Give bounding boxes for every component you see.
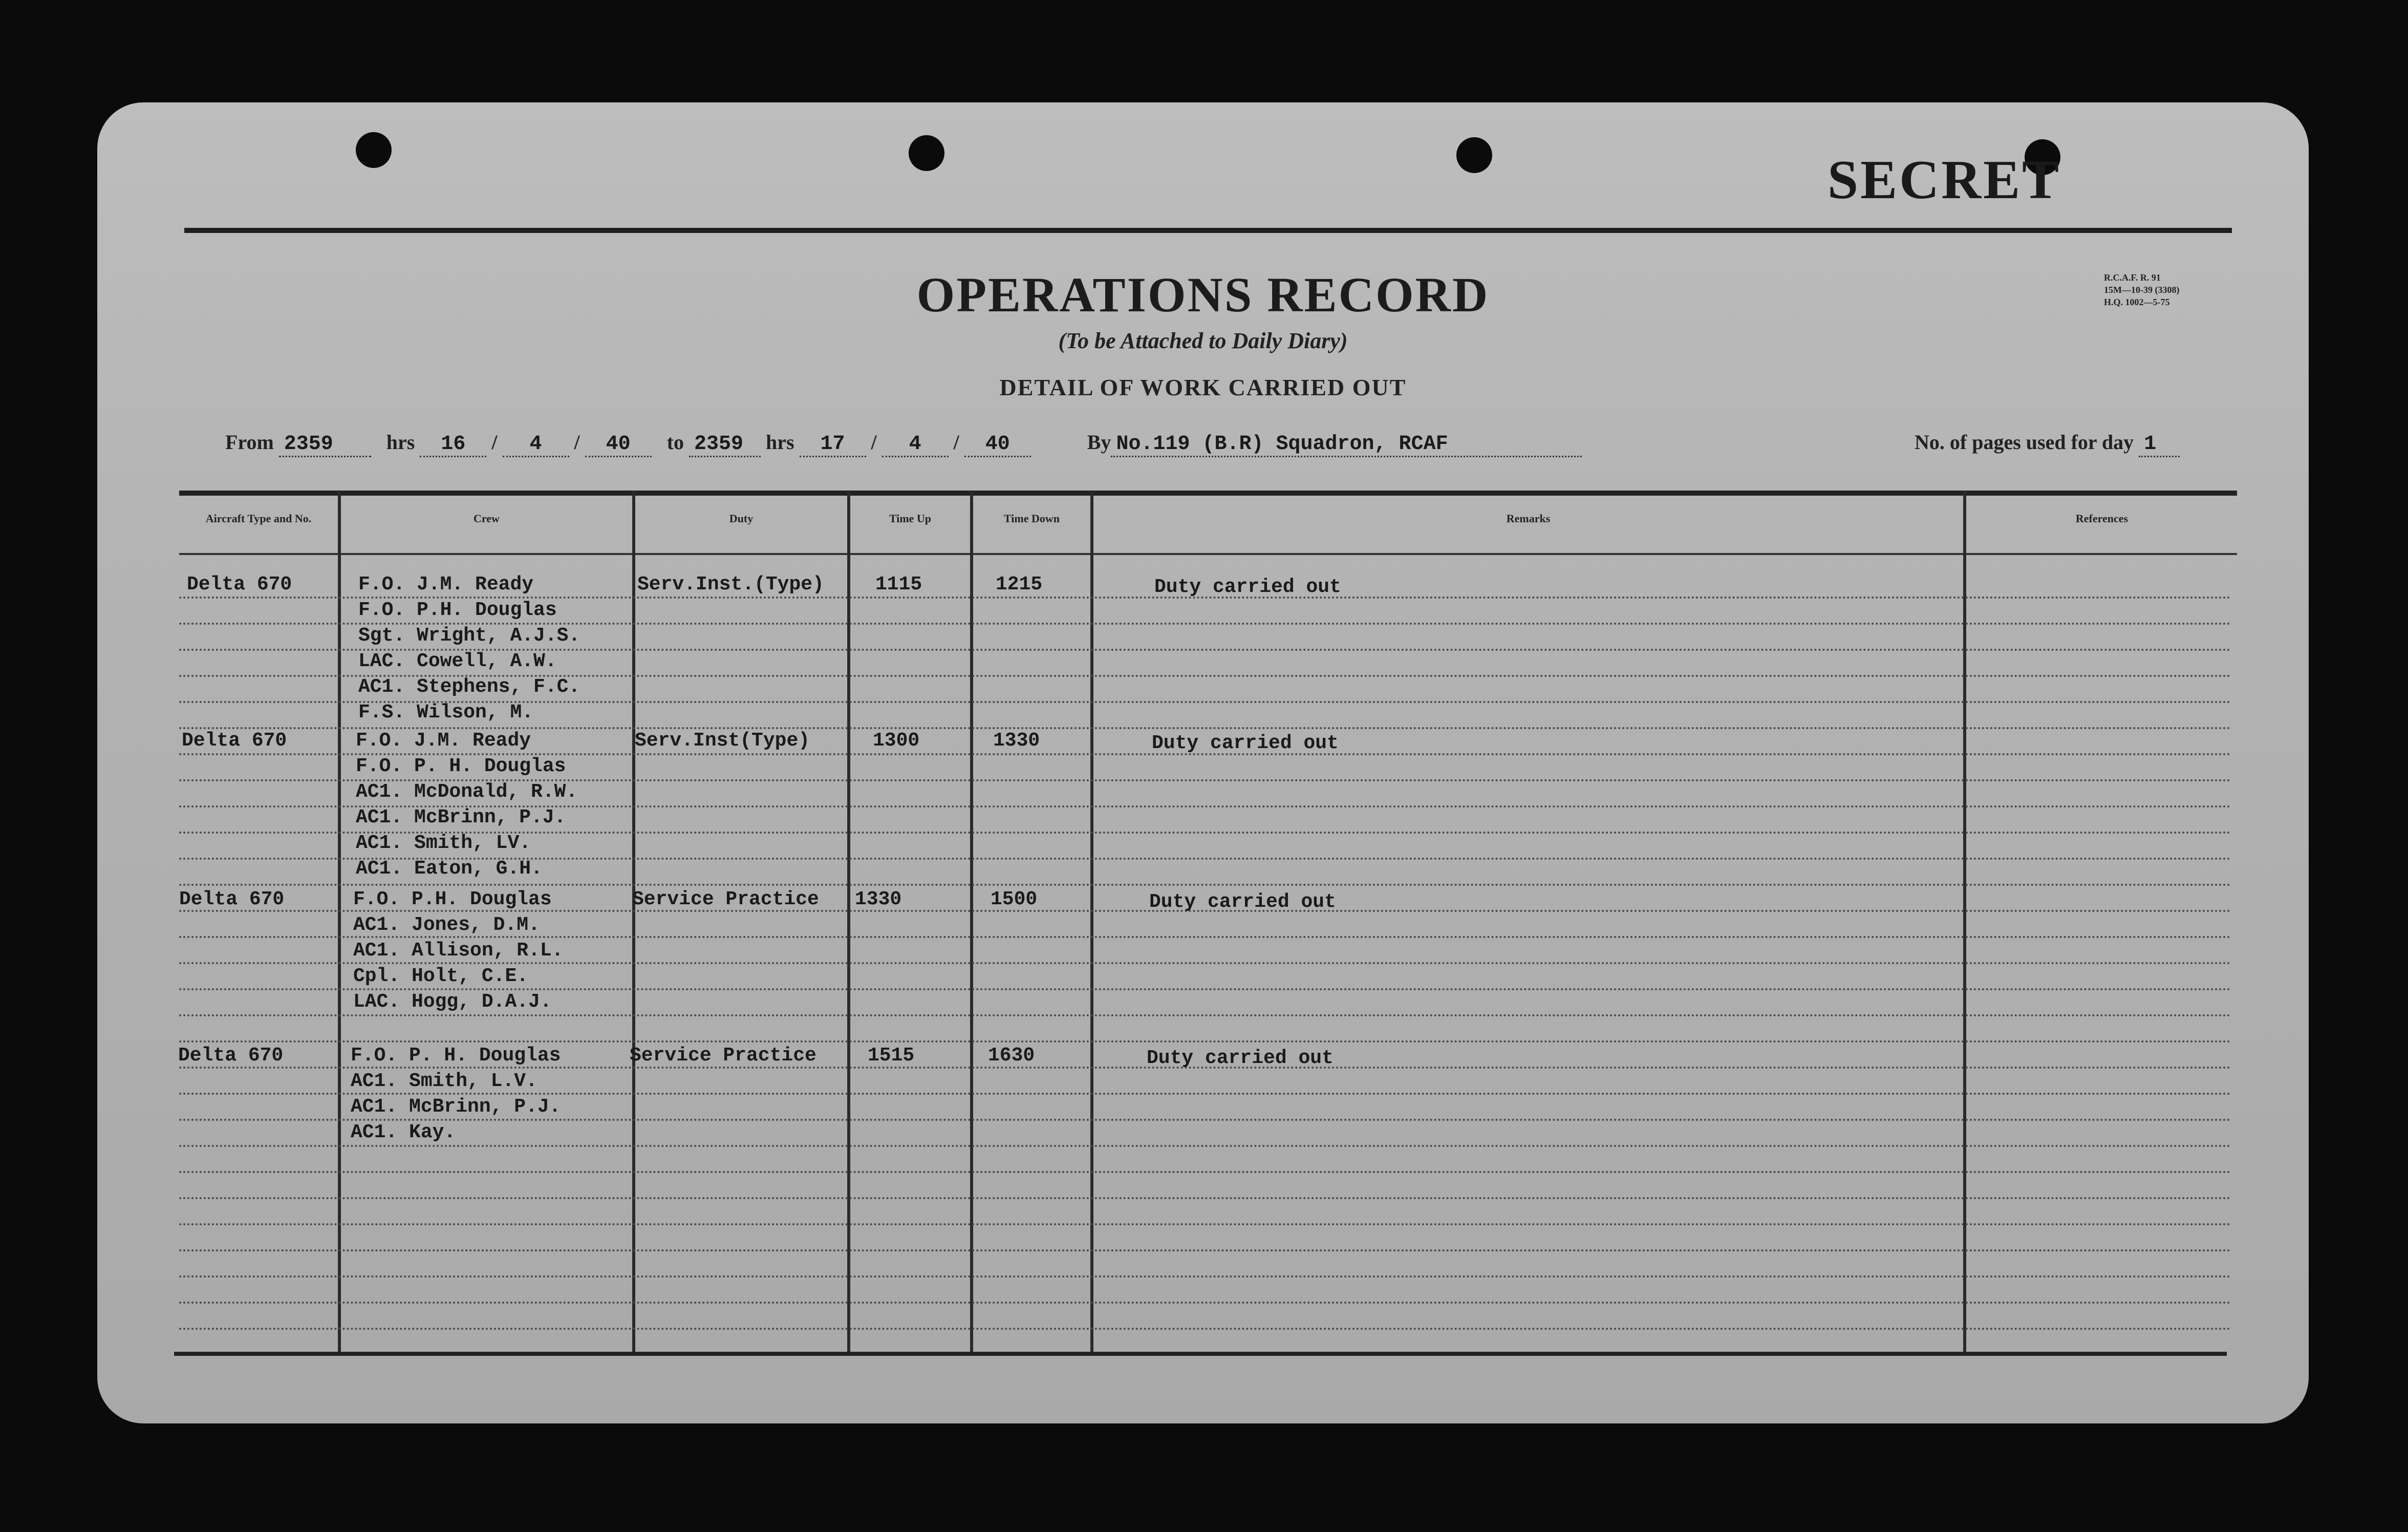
crew-member: AC1. McDonald, R.W. (356, 781, 578, 803)
hrs-label: hrs (386, 431, 415, 454)
time-up-cell: 1515 (868, 1045, 915, 1067)
form-detail-heading: DETAIL OF WORK CARRIED OUT (999, 374, 1407, 400)
ruled-line (179, 1119, 2232, 1121)
to-day: 17 (800, 433, 866, 457)
hrs-label: hrs (765, 431, 794, 454)
remarks-cell: Duty carried out (1154, 576, 1341, 598)
to-month: 4 (882, 433, 949, 457)
column-divider (1963, 492, 1966, 1356)
ruled-line (179, 1223, 2232, 1225)
punch-hole (1456, 137, 1492, 173)
form-reference-line: 15M—10-39 (3308) (2104, 285, 2180, 295)
from-time: 2359 (279, 433, 371, 457)
crew-member: F.S. Wilson, M. (358, 701, 534, 724)
ruled-line (179, 1014, 2232, 1016)
remarks-cell: Duty carried out (1147, 1047, 1334, 1069)
crew-member: F.O. J.M. Ready (356, 730, 531, 752)
ruled-line (179, 1145, 2232, 1147)
crew-member: AC1. Kay. (351, 1121, 456, 1143)
crew-member: AC1. Stephens, F.C. (358, 676, 580, 698)
top-rule (184, 228, 2232, 233)
pages-label: No. of pages used for day (1915, 431, 2134, 454)
crew-member: Sgt. Wright, A.J.S. (358, 625, 580, 647)
duty-cell: Serv.Inst.(Type) (637, 573, 824, 595)
col-aircraft-header: Aircraft Type and No. (205, 512, 312, 525)
ruled-line (179, 1328, 2232, 1330)
time-up-cell: 1115 (875, 573, 922, 595)
column-divider (338, 492, 341, 1356)
pages-count: 1 (2139, 433, 2180, 457)
from-month: 4 (503, 433, 569, 457)
col-remarks-header: Remarks (1506, 512, 1551, 525)
period-line: From 2359 hrs 16 / 4 / 40 to 2359 hrs 17 / 4 / 40 By No.119 (B.R) Squadron, RCAF (225, 430, 1582, 457)
form-reference-line: H.Q. 1002—5-75 (2104, 297, 2170, 307)
to-year: 40 (964, 433, 1031, 457)
crew-member: Cpl. Holt, C.E. (353, 965, 529, 987)
crew-member: AC1. Smith, L.V. (351, 1070, 538, 1092)
time-up-cell: 1330 (855, 888, 902, 910)
column-header-rule (179, 553, 2237, 555)
time-down-cell: 1500 (991, 888, 1038, 910)
duty-cell: Serv.Inst(Type) (635, 730, 810, 752)
column-divider (970, 492, 973, 1356)
crew-member: LAC. Hogg, D.A.J. (353, 991, 552, 1013)
ruled-line (179, 1171, 2232, 1173)
from-label: From (225, 431, 274, 454)
time-up-cell: 1300 (873, 730, 920, 752)
bottom-rule (174, 1352, 2227, 1356)
ruled-line (179, 962, 2232, 964)
by-label: By (1087, 431, 1111, 454)
crew-member: AC1. Jones, D.M. (353, 914, 540, 936)
unit-name: No.119 (B.R) Squadron, RCAF (1111, 433, 1582, 457)
crew-member: F.O. P. H. Douglas (356, 755, 566, 777)
from-year: 40 (585, 433, 652, 457)
crew-member: AC1. Eaton, G.H. (356, 858, 543, 880)
record-card (97, 102, 2309, 1423)
crew-member: AC1. Allison, R.L. (353, 940, 564, 962)
ruled-line (179, 1093, 2232, 1095)
crew-member: LAC. Cowell, A.W. (358, 650, 557, 672)
ruled-line (179, 727, 2232, 729)
classification-stamp: SECRET (1827, 150, 2061, 210)
to-time: 2359 (689, 433, 761, 457)
ruled-line (179, 1040, 2232, 1042)
time-down-cell: 1215 (996, 573, 1043, 595)
table-header-rule (179, 491, 2237, 496)
column-divider (1090, 492, 1093, 1356)
remarks-cell: Duty carried out (1152, 732, 1339, 754)
crew-member: AC1. Smith, LV. (356, 832, 531, 854)
punch-hole (356, 132, 392, 168)
col-time-up-header: Time Up (889, 512, 932, 525)
form-reference-line: R.C.A.F. R. 91 (2104, 272, 2161, 283)
ruled-line (179, 936, 2232, 938)
ruled-line (179, 1302, 2232, 1304)
ruled-line (179, 1249, 2232, 1251)
ruled-line (179, 884, 2232, 886)
aircraft-cell: Delta 670 (178, 1045, 284, 1067)
crew-member: F.O. P. H. Douglas (351, 1045, 561, 1067)
aircraft-cell: Delta 670 (187, 573, 292, 595)
duty-cell: Service Practice (630, 1045, 816, 1067)
ruled-line (179, 1275, 2232, 1278)
remarks-cell: Duty carried out (1149, 891, 1336, 913)
col-crew-header: Crew (474, 512, 500, 525)
punch-hole (909, 135, 944, 171)
time-down-cell: 1330 (993, 730, 1040, 752)
ruled-line (179, 1197, 2232, 1199)
duty-cell: Service Practice (632, 888, 819, 910)
form-reference (2104, 271, 2179, 308)
crew-member: F.O. P.H. Douglas (353, 888, 552, 910)
crew-member: F.O. P.H. Douglas (358, 599, 557, 621)
col-references-header: References (2075, 512, 2128, 525)
col-duty-header: Duty (729, 512, 754, 525)
column-divider (847, 492, 850, 1356)
ruled-line (179, 988, 2232, 990)
crew-member: AC1. McBrinn, P.J. (351, 1096, 561, 1118)
pages-line (1915, 430, 2180, 457)
crew-member: F.O. J.M. Ready (358, 573, 534, 595)
col-time-down-header: Time Down (1004, 512, 1060, 525)
form-subtitle: (To be Attached to Daily Diary) (1058, 328, 1348, 353)
aircraft-cell: Delta 670 (179, 888, 285, 910)
column-divider (632, 492, 635, 1356)
time-down-cell: 1630 (988, 1045, 1035, 1067)
from-day: 16 (420, 433, 486, 457)
aircraft-cell: Delta 670 (182, 730, 287, 752)
to-label: to (666, 431, 684, 454)
form-title: OPERATIONS RECORD (916, 267, 1490, 322)
crew-member: AC1. McBrinn, P.J. (356, 806, 566, 828)
